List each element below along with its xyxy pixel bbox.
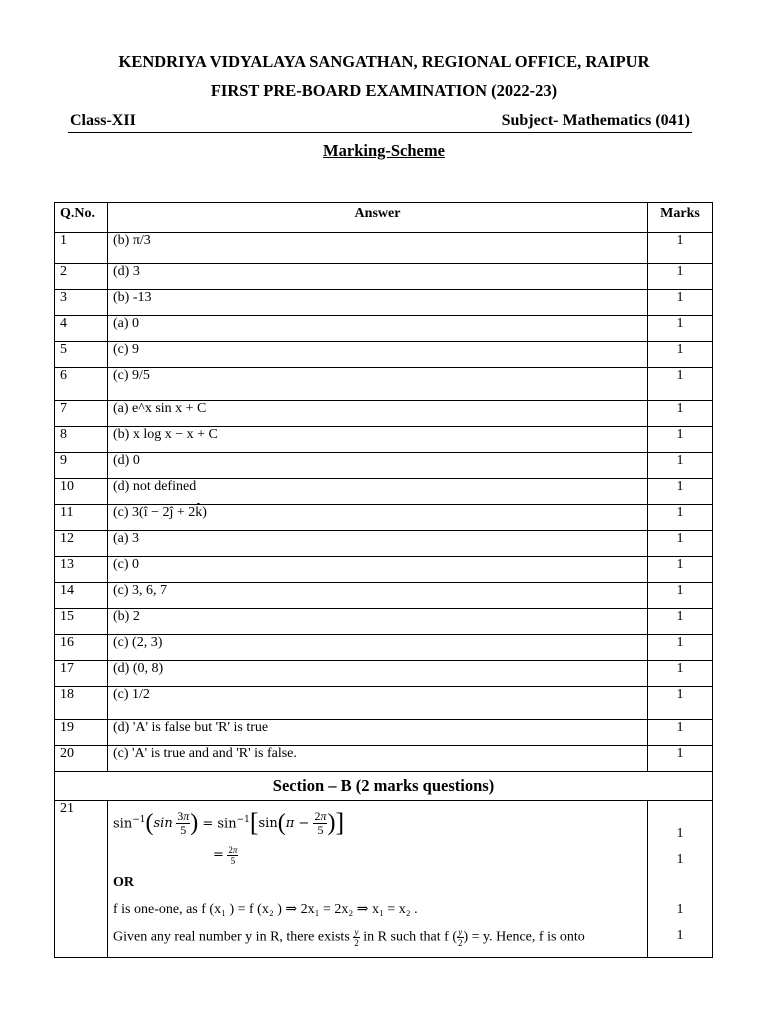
answer-cell: (d) 'A' is false but 'R' is true — [108, 720, 648, 746]
marks-cell: 1 — [648, 264, 713, 290]
question-number: 15 — [55, 609, 108, 635]
question-number: 16 — [55, 635, 108, 661]
question-number: 12 — [55, 531, 108, 557]
marks-cell: 1 — [648, 290, 713, 316]
table-row — [55, 427, 713, 453]
table-row — [55, 720, 713, 746]
section-b-heading: Section – B (2 marks questions) — [55, 772, 713, 801]
marks-cell: 1 — [648, 661, 713, 687]
q21-mark-3: 1 — [676, 902, 684, 917]
q21-mark-4: 1 — [676, 928, 684, 943]
subject-label: Subject- Mathematics (041) — [501, 112, 690, 129]
marking-table — [54, 202, 713, 958]
q21-mark-2: 1 — [676, 852, 684, 867]
class-label: Class-XII — [70, 112, 136, 129]
q21-answer — [108, 801, 648, 958]
table-row — [55, 479, 713, 505]
q21-line4-part3: ) = y. Hence, f is onto — [463, 929, 585, 945]
table-row — [55, 531, 713, 557]
marks-cell: 1 — [648, 720, 713, 746]
header-qno: Q.No. — [55, 203, 108, 233]
answer-cell: (c) 'A' is true and and 'R' is false. — [108, 746, 648, 772]
answer-cell: (b) π/3 — [108, 233, 648, 264]
marks-cell: 1 — [648, 368, 713, 401]
question-number: 5 — [55, 342, 108, 368]
table-row — [55, 557, 713, 583]
answer-cell: (b) -13 — [108, 290, 648, 316]
question-number: 8 — [55, 427, 108, 453]
question-number: 1 — [55, 233, 108, 264]
marks-cell: 1 — [648, 342, 713, 368]
doc-title-text: Marking-Scheme — [323, 141, 445, 160]
table-row — [55, 368, 713, 401]
table-row — [55, 635, 713, 661]
question-number: 18 — [55, 687, 108, 720]
q21-line3: f is one-one, as f (x₁ ) = f (x₂ ) ⇒ 2x₁ = 2x₂ ⇒ x₁ = x₂ . — [113, 902, 418, 917]
table-row — [55, 583, 713, 609]
answer-cell: (a) 0 — [108, 316, 648, 342]
section-b-row — [55, 772, 713, 801]
q21-line4: Given any real number y in R, there exists $\frac{y}{2}$ in R such that f ( $\frac{y}{2}$ ) = y. Hence, f is onto — [113, 927, 585, 948]
question-number: 4 — [55, 316, 108, 342]
table-row — [55, 342, 713, 368]
table-row — [55, 453, 713, 479]
marks-cell: 1 — [648, 609, 713, 635]
marks-cell: 1 — [648, 687, 713, 720]
question-number: 13 — [55, 557, 108, 583]
table-row — [55, 316, 713, 342]
answer-cell: (d) not defined — [108, 479, 648, 505]
q21-or: OR — [113, 875, 134, 890]
answer-cell: (c) (2, 3) — [108, 635, 648, 661]
q21-line4-part1: Given any real number y in R, there exists — [113, 929, 350, 945]
marks-cell: 1 — [648, 583, 713, 609]
marks-cell: 1 — [648, 401, 713, 427]
answer-cell: (c) 9/5 — [108, 368, 648, 401]
marks-cell: 1 — [648, 479, 713, 505]
answer-cell: (d) 3 — [108, 264, 648, 290]
table-row-q21 — [55, 801, 713, 958]
marks-cell: 1 — [648, 233, 713, 264]
marks-cell: 1 — [648, 453, 713, 479]
header-marks: Marks — [648, 203, 713, 233]
question-number: 17 — [55, 661, 108, 687]
answer-cell: (b) x log x − x + C — [108, 427, 648, 453]
q21-number: 21 — [55, 801, 108, 958]
answer-cell: (d) 0 — [108, 453, 648, 479]
question-number: 20 — [55, 746, 108, 772]
answer-cell: (a) 3 — [108, 531, 648, 557]
marks-cell: 1 — [648, 531, 713, 557]
answer-cell: (c) 3, 6, 7 — [108, 583, 648, 609]
answer-cell: (c) 0 — [108, 557, 648, 583]
question-number: 10 — [55, 479, 108, 505]
table-row — [55, 609, 713, 635]
table-row — [55, 401, 713, 427]
header-answer: Answer — [108, 203, 648, 233]
doc-title — [0, 141, 768, 161]
table-header-row — [55, 203, 713, 233]
marks-cell: 1 — [648, 505, 713, 531]
org-heading: KENDRIYA VIDYALAYA SANGATHAN, REGIONAL OFFICE, RAIPUR — [118, 52, 650, 71]
question-number: 3 — [55, 290, 108, 316]
q21-marks — [648, 801, 713, 958]
question-number: 19 — [55, 720, 108, 746]
marks-cell: 1 — [648, 316, 713, 342]
question-number: 7 — [55, 401, 108, 427]
marks-cell: 1 — [648, 746, 713, 772]
table-row — [55, 505, 713, 531]
answer-cell: (c) 9 — [108, 342, 648, 368]
marks-cell: 1 — [648, 427, 713, 453]
answer-cell: (c) 1/2 — [108, 687, 648, 720]
question-number: 6 — [55, 368, 108, 401]
table-row — [55, 746, 713, 772]
class-subject-line — [68, 112, 692, 133]
q21-mark-1: 1 — [676, 826, 684, 841]
table-row — [55, 687, 713, 720]
table-row — [55, 661, 713, 687]
question-number: 14 — [55, 583, 108, 609]
question-number: 9 — [55, 453, 108, 479]
q21-line1: $\sin^{-1}$ ( sin $\frac{3\pi}{5}$ ) = $\sin^{-1}$ [ sin ( π − $\frac{2\pi}{5}$ ) ] — [113, 808, 345, 837]
exam-heading: FIRST PRE-BOARD EXAMINATION (2022-23) — [210, 81, 558, 100]
question-number: 2 — [55, 264, 108, 290]
answer-cell: (d) (0, 8) — [108, 661, 648, 687]
question-number: 11 — [55, 505, 108, 531]
q21-line4-part2: in R such that f ( — [363, 929, 457, 945]
table-row — [55, 233, 713, 264]
q21-line2: = $\frac{2\pi}{5}$ — [213, 845, 238, 866]
table-row — [55, 290, 713, 316]
answer-cell: (b) 2 — [108, 609, 648, 635]
marks-cell: 1 — [648, 557, 713, 583]
answer-cell: (c) 3(î − 2ĵ + 2k̂) — [108, 505, 648, 531]
table-row — [55, 264, 713, 290]
answer-cell: (a) e^x sin x + C — [108, 401, 648, 427]
marks-cell: 1 — [648, 635, 713, 661]
